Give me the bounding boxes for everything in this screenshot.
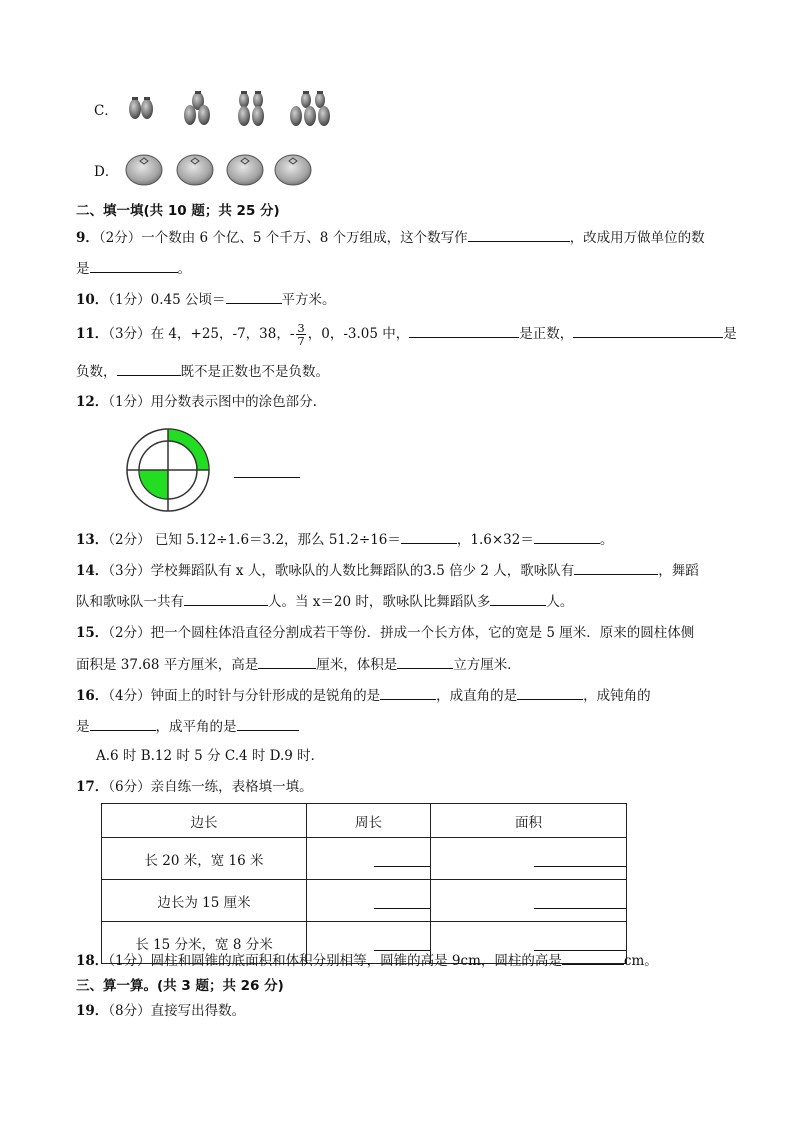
answer-blank[interactable] (573, 323, 723, 338)
strawberry-icon-group (126, 88, 336, 130)
question-number: 17． (76, 779, 109, 795)
question-14-line2: 队和歌咏队一共有 人。当 x＝20 时，歌咏队比舞蹈队多 人。 (76, 591, 573, 612)
question-18: 18．（1分）圆柱和圆锥的底面积和体积分别相等，圆锥的高是 9cm，圆柱的高是 cm。 (76, 950, 658, 971)
orange-icon (275, 155, 311, 185)
table-header: 周长 (307, 804, 431, 838)
strawberry-icon (290, 91, 330, 126)
strawberry-icon (129, 97, 153, 119)
answer-blank[interactable] (258, 654, 316, 669)
question-13: 13．（2分） 已知 5.12÷1.6＝3.2，那么 51.2÷16＝ ，1.6×32＝ 。 (76, 529, 613, 550)
orange-icon-group (124, 152, 314, 188)
answer-blank[interactable] (184, 591, 268, 606)
answer-cell[interactable] (307, 838, 431, 880)
table-row (102, 838, 627, 880)
question-number: 10． (76, 292, 109, 308)
answer-blank[interactable] (534, 529, 600, 544)
question-16-choices: A.6 时 B.12 时 5 分 C.4 时 D.9 时． (96, 748, 325, 764)
answer-blank[interactable] (468, 227, 570, 242)
table-row (102, 880, 627, 922)
section-3-title: 三、算一算。(共 3 题；共 26 分) (76, 978, 284, 994)
question-14: 14．（3分）学校舞蹈队有 x 人，歌咏队的人数比舞蹈队的3.5 倍少 2 人，歌咏队有 ，舞蹈 (76, 560, 699, 581)
table-cell: 边长为 15 厘米 (102, 880, 307, 922)
answer-blank[interactable] (226, 289, 282, 304)
answer-blank[interactable] (517, 685, 583, 700)
shaded-circle-diagram (125, 427, 211, 513)
question-15-line2: 面积是 37.68 平方厘米，高是 厘米，体积是 立方厘米． (76, 654, 521, 675)
answer-blank[interactable] (117, 361, 181, 376)
question-15: 15．（2分）把一个圆柱体沿直径分割成若干等份．拼成一个长方体，它的宽是 5 厘米．原来的圆柱体侧 (76, 625, 695, 641)
answer-blank[interactable] (237, 716, 299, 731)
question-number: 13． (76, 532, 109, 548)
question-number: 14． (76, 563, 109, 579)
option-c-label: C． (94, 103, 118, 119)
question-number: 9． (76, 230, 99, 246)
table-cell: 长 20 米，宽 16 米 (102, 838, 307, 880)
answer-blank[interactable] (90, 258, 178, 273)
answer-cell[interactable] (431, 838, 627, 880)
answer-blank[interactable] (409, 323, 519, 338)
question-number: 15． (76, 625, 109, 641)
question-16: 16．（4分）钟面上的时针与分针形成的是锐角的是 ，成直角的是 ，成钝角的 (76, 685, 651, 706)
question-11: 11．（3分）在 4，+25，-7，38，- $\frac{3}{7}$ ，0，-3.05 中， 是正数， 是 (76, 321, 737, 348)
question-number: 11． (76, 326, 109, 342)
question-number: 16． (76, 688, 109, 704)
orange-icon (126, 155, 162, 185)
orange-icon (177, 155, 213, 185)
answer-blank[interactable] (490, 591, 546, 606)
answer-cell[interactable] (307, 880, 431, 922)
option-d-label: D． (94, 164, 119, 180)
table-header: 面积 (431, 804, 627, 838)
question-number: 18． (76, 953, 109, 969)
answer-blank[interactable] (401, 529, 457, 544)
question-number: 12． (76, 394, 109, 410)
question-16-line2: 是 ，成平角的是 (76, 716, 299, 737)
perimeter-area-table (101, 803, 627, 964)
answer-cell[interactable] (431, 880, 627, 922)
question-9: 9．（2分）一个数由 6 个亿、5 个千万、8 个万组成，这个数写作 ，改成用万做单位的数 (76, 227, 705, 248)
question-17: 17．（6分）亲自练一练，表格填一填。 (76, 779, 313, 795)
answer-blank[interactable] (90, 716, 156, 731)
table-cell: 长 15 分米，宽 8 分米 (102, 922, 307, 964)
answer-blank[interactable] (397, 654, 453, 669)
fraction: $\frac{3}{7}$ (297, 321, 305, 348)
strawberry-icon (184, 91, 210, 125)
answer-blank[interactable] (574, 560, 658, 575)
answer-blank[interactable] (234, 465, 300, 478)
table-header-row (102, 804, 627, 838)
orange-icon (227, 155, 263, 185)
answer-blank[interactable] (562, 950, 624, 965)
question-10: 10．（1分）0.45 公顷＝ 平方米。 (76, 289, 336, 310)
question-12: 12．（1分）用分数表示图中的涂色部分. (76, 394, 317, 410)
answer-blank[interactable] (380, 685, 436, 700)
table-header: 边长 (102, 804, 307, 838)
question-11-line2: 负数， 既不是正数也不是负数。 (76, 361, 329, 382)
section-2-title: 二、填一填(共 10 题；共 25 分) (76, 203, 280, 219)
question-19: 19．（8分）直接写出得数。 (76, 1003, 246, 1019)
strawberry-icon (238, 91, 264, 126)
question-9-line2: 是 。 (76, 258, 191, 279)
question-number: 19． (76, 1003, 109, 1019)
